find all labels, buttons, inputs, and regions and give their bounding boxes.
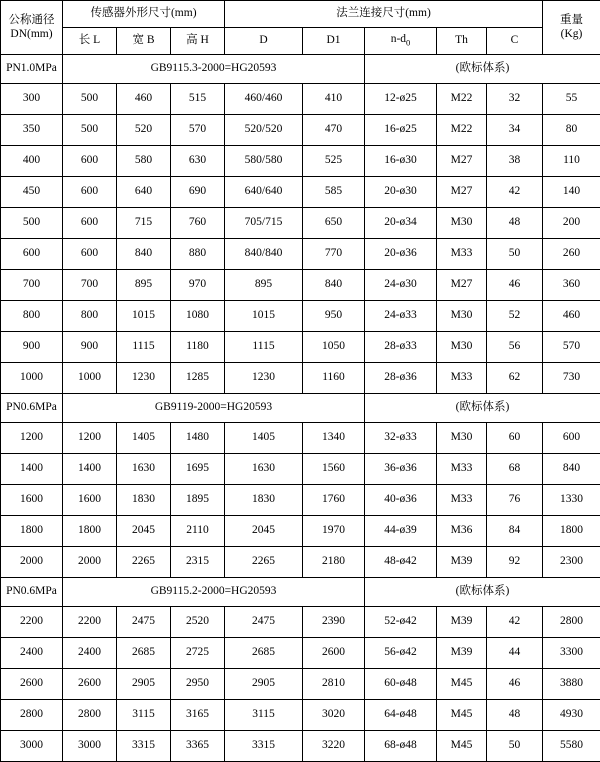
table-cell: 2520 — [171, 607, 225, 638]
table-cell: 2800 — [1, 700, 63, 731]
table-cell: 880 — [171, 239, 225, 270]
table-cell: M33 — [437, 454, 487, 485]
table-cell: M33 — [437, 485, 487, 516]
table-cell: M45 — [437, 669, 487, 700]
table-cell: 4930 — [543, 700, 600, 731]
table-cell: M39 — [437, 547, 487, 578]
table-cell: 1160 — [303, 363, 365, 394]
table-cell: 840/840 — [225, 239, 303, 270]
table-cell: 840 — [117, 239, 171, 270]
header-col-height: 高 H — [171, 28, 225, 55]
table-cell: M27 — [437, 177, 487, 208]
table-cell: M36 — [437, 516, 487, 547]
table-cell: 600 — [63, 177, 117, 208]
table-row — [1, 332, 600, 363]
table-cell: M30 — [437, 423, 487, 454]
table-cell: 1000 — [1, 363, 63, 394]
table-cell: 1200 — [1, 423, 63, 454]
table-cell: 64-ø48 — [365, 700, 437, 731]
table-row — [1, 146, 600, 177]
table-cell: 68 — [487, 454, 543, 485]
table-cell: 2400 — [63, 638, 117, 669]
table-cell: 2600 — [63, 669, 117, 700]
table-cell: M30 — [437, 332, 487, 363]
table-cell: 500 — [1, 208, 63, 239]
table-cell: M22 — [437, 115, 487, 146]
table-cell: 40-ø36 — [365, 485, 437, 516]
table-row — [1, 423, 600, 454]
table-cell: 730 — [543, 363, 600, 394]
table-row — [1, 731, 600, 762]
table-cell: 2265 — [225, 547, 303, 578]
table-cell: 500 — [63, 115, 117, 146]
table-cell: 650 — [303, 208, 365, 239]
table-cell: 32-ø33 — [365, 423, 437, 454]
table-cell: 460 — [543, 301, 600, 332]
table-cell: 1080 — [171, 301, 225, 332]
table-cell: 48 — [487, 700, 543, 731]
table-cell: 28-ø33 — [365, 332, 437, 363]
table-cell: 20-ø34 — [365, 208, 437, 239]
table-cell: 600 — [1, 239, 63, 270]
table-cell: 52-ø42 — [365, 607, 437, 638]
table-cell: 1760 — [303, 485, 365, 516]
table-cell: 600 — [63, 239, 117, 270]
table-cell: 900 — [63, 332, 117, 363]
table-cell: 1200 — [63, 423, 117, 454]
table-row — [1, 239, 600, 270]
table-cell: 2315 — [171, 547, 225, 578]
table-cell: 42 — [487, 607, 543, 638]
table-cell: 28-ø36 — [365, 363, 437, 394]
table-cell: 300 — [1, 84, 63, 115]
table-cell: 46 — [487, 270, 543, 301]
table-cell: 520/520 — [225, 115, 303, 146]
table-cell: 60 — [487, 423, 543, 454]
table-cell: M30 — [437, 208, 487, 239]
section-pressure-rating: PN0.6MPa — [1, 394, 63, 423]
table-row — [1, 84, 600, 115]
table-cell: 3000 — [1, 731, 63, 762]
table-cell: 585 — [303, 177, 365, 208]
table-cell: 640/640 — [225, 177, 303, 208]
table-cell: 1800 — [543, 516, 600, 547]
header-col-d: D — [225, 28, 303, 55]
table-cell: 2685 — [225, 638, 303, 669]
table-cell: 44-ø39 — [365, 516, 437, 547]
table-cell: 84 — [487, 516, 543, 547]
table-cell: 2600 — [303, 638, 365, 669]
table-cell: 3020 — [303, 700, 365, 731]
table-cell: 3115 — [117, 700, 171, 731]
table-cell: 1400 — [63, 454, 117, 485]
table-cell: 3315 — [117, 731, 171, 762]
table-cell: 2000 — [63, 547, 117, 578]
table-cell: 1405 — [117, 423, 171, 454]
table-cell: 525 — [303, 146, 365, 177]
table-cell: 700 — [63, 270, 117, 301]
table-cell: 5580 — [543, 731, 600, 762]
table-cell: 770 — [303, 239, 365, 270]
table-cell: 1895 — [171, 485, 225, 516]
table-cell: 460/460 — [225, 84, 303, 115]
table-header-row-bottom — [1, 28, 600, 55]
table-cell: 705/715 — [225, 208, 303, 239]
header-nominal-diameter-unit: DN(mm) — [1, 28, 62, 41]
header-flange-dimensions: 法兰连接尺寸(mm) — [225, 1, 543, 28]
table-cell: 2950 — [171, 669, 225, 700]
table-header-row-top — [1, 1, 600, 28]
table-cell: 2200 — [63, 607, 117, 638]
table-cell: 1800 — [1, 516, 63, 547]
table-cell: 76 — [487, 485, 543, 516]
table-cell: 2000 — [1, 547, 63, 578]
table-cell: 1285 — [171, 363, 225, 394]
table-cell: 3365 — [171, 731, 225, 762]
header-sensor-dimensions: 传感器外形尺寸(mm) — [63, 1, 225, 28]
table-cell: 46 — [487, 669, 543, 700]
table-row — [1, 177, 600, 208]
table-cell: 55 — [543, 84, 600, 115]
section-header-row — [1, 394, 600, 423]
table-cell: 110 — [543, 146, 600, 177]
table-cell: 1340 — [303, 423, 365, 454]
table-cell: 68-ø48 — [365, 731, 437, 762]
table-cell: M33 — [437, 363, 487, 394]
header-nominal-diameter-label: 公称通径 — [1, 14, 62, 27]
table-cell: 56-ø42 — [365, 638, 437, 669]
table-cell: M30 — [437, 301, 487, 332]
table-cell: 60-ø48 — [365, 669, 437, 700]
table-cell: 2475 — [225, 607, 303, 638]
table-cell: 1400 — [1, 454, 63, 485]
table-cell: 460 — [117, 84, 171, 115]
table-cell: M27 — [437, 146, 487, 177]
table-cell: 450 — [1, 177, 63, 208]
table-cell: 600 — [63, 208, 117, 239]
table-cell: 1115 — [117, 332, 171, 363]
table-cell: 630 — [171, 146, 225, 177]
header-nominal-diameter — [1, 1, 63, 55]
table-cell: 32 — [487, 84, 543, 115]
table-cell: 640 — [117, 177, 171, 208]
table-cell: 1970 — [303, 516, 365, 547]
table-cell: 140 — [543, 177, 600, 208]
table-cell: 1405 — [225, 423, 303, 454]
table-cell: 24-ø33 — [365, 301, 437, 332]
table-cell: 36-ø36 — [365, 454, 437, 485]
table-cell: 360 — [543, 270, 600, 301]
table-cell: 3315 — [225, 731, 303, 762]
table-cell: 1695 — [171, 454, 225, 485]
table-row — [1, 485, 600, 516]
table-cell: 2905 — [117, 669, 171, 700]
table-cell: 44 — [487, 638, 543, 669]
header-col-th: Th — [437, 28, 487, 55]
table-cell: 1230 — [117, 363, 171, 394]
table-cell: 840 — [303, 270, 365, 301]
table-cell: 570 — [171, 115, 225, 146]
table-cell: 1800 — [63, 516, 117, 547]
table-cell: 1015 — [225, 301, 303, 332]
table-row — [1, 454, 600, 485]
header-weight — [543, 1, 600, 55]
table-cell: 400 — [1, 146, 63, 177]
table-cell: 580 — [117, 146, 171, 177]
table-cell: 20-ø30 — [365, 177, 437, 208]
table-cell: 970 — [171, 270, 225, 301]
table-cell: 470 — [303, 115, 365, 146]
table-cell: 16-ø25 — [365, 115, 437, 146]
table-row — [1, 270, 600, 301]
table-cell: 2810 — [303, 669, 365, 700]
table-cell: 840 — [543, 454, 600, 485]
table-cell: 48-ø42 — [365, 547, 437, 578]
table-cell: 260 — [543, 239, 600, 270]
table-cell: 3880 — [543, 669, 600, 700]
table-cell: 2110 — [171, 516, 225, 547]
table-cell: 16-ø30 — [365, 146, 437, 177]
table-row — [1, 669, 600, 700]
table-cell: 2180 — [303, 547, 365, 578]
table-cell: M45 — [437, 731, 487, 762]
table-cell: 895 — [225, 270, 303, 301]
table-cell: 800 — [63, 301, 117, 332]
table-cell: 600 — [543, 423, 600, 454]
table-cell: 1230 — [225, 363, 303, 394]
table-row — [1, 700, 600, 731]
table-cell: 2045 — [117, 516, 171, 547]
table-cell: 92 — [487, 547, 543, 578]
table-cell: 24-ø30 — [365, 270, 437, 301]
table-cell: 50 — [487, 731, 543, 762]
table-cell: 50 — [487, 239, 543, 270]
table-cell: 3220 — [303, 731, 365, 762]
table-cell: 42 — [487, 177, 543, 208]
table-cell: 1830 — [117, 485, 171, 516]
table-cell: 3115 — [225, 700, 303, 731]
section-standard-system-note: (欧标体系) — [365, 578, 600, 607]
table-cell: 1330 — [543, 485, 600, 516]
table-cell: 2800 — [63, 700, 117, 731]
table-cell: M33 — [437, 239, 487, 270]
table-cell: 700 — [1, 270, 63, 301]
table-cell: 1000 — [63, 363, 117, 394]
table-cell: 200 — [543, 208, 600, 239]
table-cell: 2685 — [117, 638, 171, 669]
table-cell: 2725 — [171, 638, 225, 669]
section-header-row — [1, 55, 600, 84]
header-col-length: 长 L — [63, 28, 117, 55]
table-cell: 80 — [543, 115, 600, 146]
table-cell: 1115 — [225, 332, 303, 363]
table-cell: M39 — [437, 638, 487, 669]
table-cell: 520 — [117, 115, 171, 146]
table-cell: 38 — [487, 146, 543, 177]
section-standard-system-note: (欧标体系) — [365, 55, 600, 84]
table-cell: 715 — [117, 208, 171, 239]
table-cell: 3300 — [543, 638, 600, 669]
table-cell: 500 — [63, 84, 117, 115]
table-cell: 1630 — [117, 454, 171, 485]
header-col-c: C — [487, 28, 543, 55]
table-row — [1, 208, 600, 239]
table-cell: 2800 — [543, 607, 600, 638]
table-cell: 2300 — [543, 547, 600, 578]
table-cell: 800 — [1, 301, 63, 332]
table-cell: 2475 — [117, 607, 171, 638]
section-header-row — [1, 578, 600, 607]
header-col-n-d0: $n-d_0$ — [365, 28, 437, 55]
section-standard-code: GB9115.3-2000=HG20593 — [63, 55, 365, 84]
table-row — [1, 363, 600, 394]
table-cell: 1630 — [225, 454, 303, 485]
table-cell: 34 — [487, 115, 543, 146]
table-cell: 2400 — [1, 638, 63, 669]
table-cell: 12-ø25 — [365, 84, 437, 115]
table-cell: 2905 — [225, 669, 303, 700]
table-cell: 56 — [487, 332, 543, 363]
table-cell: 3000 — [63, 731, 117, 762]
table-cell: 900 — [1, 332, 63, 363]
table-cell: 580/580 — [225, 146, 303, 177]
table-row — [1, 115, 600, 146]
table-cell: 2600 — [1, 669, 63, 700]
table-cell: 20-ø36 — [365, 239, 437, 270]
table-cell: 1180 — [171, 332, 225, 363]
table-cell: 2390 — [303, 607, 365, 638]
table-cell: 52 — [487, 301, 543, 332]
table-cell: 1015 — [117, 301, 171, 332]
table-cell: 570 — [543, 332, 600, 363]
table-cell: 950 — [303, 301, 365, 332]
section-pressure-rating: PN1.0MPa — [1, 55, 63, 84]
table-cell: 2200 — [1, 607, 63, 638]
table-cell: 3165 — [171, 700, 225, 731]
table-cell: 690 — [171, 177, 225, 208]
header-col-width: 宽 B — [117, 28, 171, 55]
table-row — [1, 516, 600, 547]
table-cell: 410 — [303, 84, 365, 115]
table-cell: 895 — [117, 270, 171, 301]
table-cell: M27 — [437, 270, 487, 301]
table-cell: 600 — [63, 146, 117, 177]
table-cell: 1050 — [303, 332, 365, 363]
table-cell: 760 — [171, 208, 225, 239]
table-row — [1, 301, 600, 332]
table-cell: 1830 — [225, 485, 303, 516]
section-standard-code: GB9119-2000=HG20593 — [63, 394, 365, 423]
table-row — [1, 547, 600, 578]
table-cell: 515 — [171, 84, 225, 115]
section-pressure-rating: PN0.6MPa — [1, 578, 63, 607]
table-cell: 1600 — [1, 485, 63, 516]
table-cell: 1600 — [63, 485, 117, 516]
section-standard-system-note: (欧标体系) — [365, 394, 600, 423]
header-weight-unit: (Kg) — [543, 28, 600, 41]
section-standard-code: GB9115.2-2000=HG20593 — [63, 578, 365, 607]
table-cell: 48 — [487, 208, 543, 239]
table-cell: 1560 — [303, 454, 365, 485]
header-weight-label: 重量 — [543, 14, 600, 27]
table-cell: 350 — [1, 115, 63, 146]
table-cell: 2265 — [117, 547, 171, 578]
table-cell: 2045 — [225, 516, 303, 547]
table-row — [1, 638, 600, 669]
header-col-d1: D1 — [303, 28, 365, 55]
table-row — [1, 607, 600, 638]
table-cell: 1480 — [171, 423, 225, 454]
table-cell: M22 — [437, 84, 487, 115]
table-cell: 62 — [487, 363, 543, 394]
table-cell: M39 — [437, 607, 487, 638]
table-cell: M45 — [437, 700, 487, 731]
